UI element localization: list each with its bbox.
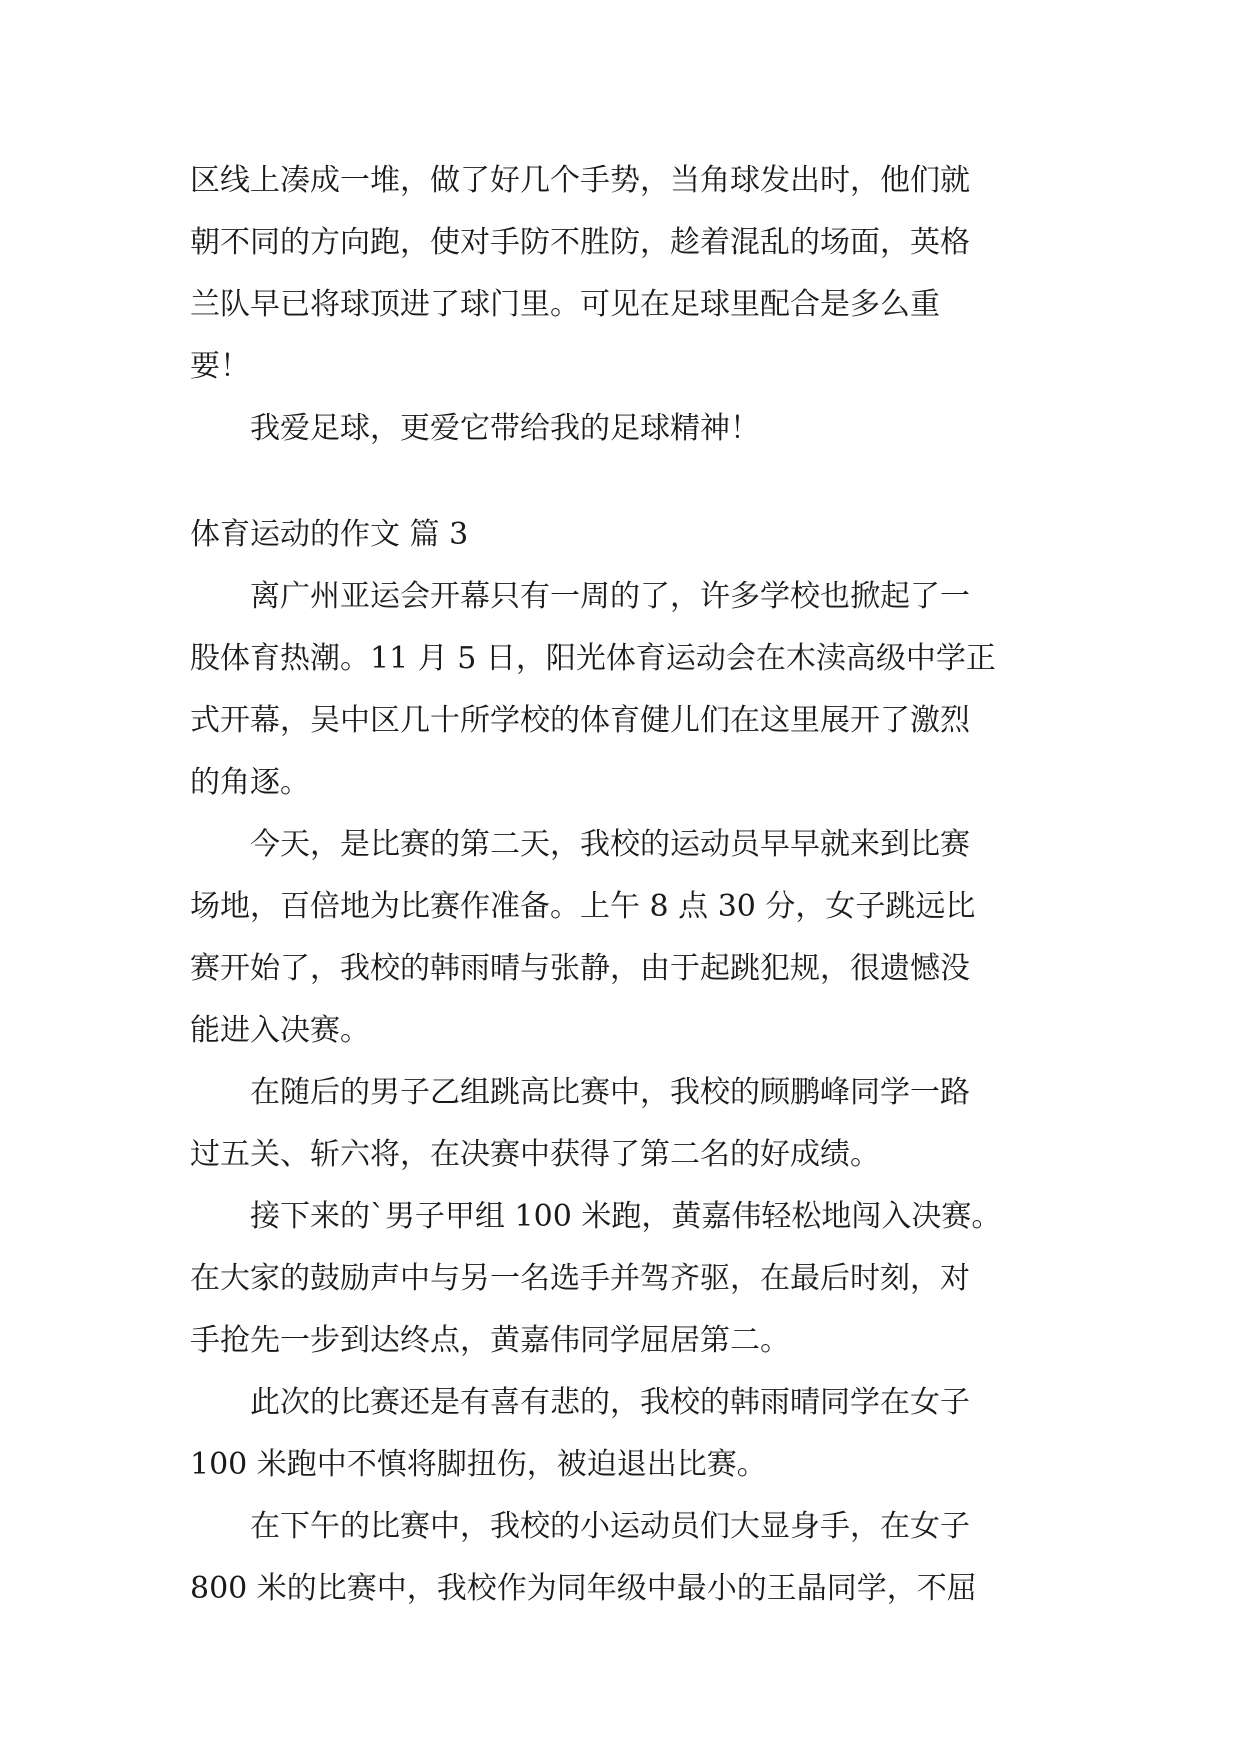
text-line: 在下午的比赛中，我校的小运动员们大显身手，在女子 — [250, 1509, 970, 1544]
text-line: 式开幕，吴中区几十所学校的体育健儿们在这里展开了激烈 — [190, 703, 970, 738]
document-page — [190, 150, 1070, 1620]
text-line: 场地，百倍地为比赛作准备。上午 8 点 30 分，女子跳远比 — [190, 889, 976, 924]
text-line: 我爱足球，更爱它带给我的足球精神！ — [250, 411, 760, 446]
paragraph — [190, 1496, 1070, 1620]
text-line: 能进入决赛。 — [190, 1013, 370, 1048]
paragraph — [190, 566, 1070, 814]
text-line: 朝不同的方向跑，使对手防不胜防，趁着混乱的场面，英格 — [190, 225, 970, 260]
text-line: 区线上凑成一堆，做了好几个手势，当角球发出时，他们就 — [190, 163, 970, 198]
text-line: 股体育热潮。11 月 5 日，阳光体育运动会在木渎高级中学正 — [190, 641, 996, 676]
paragraph-continued — [190, 150, 1070, 398]
text-line: 赛开始了，我校的韩雨晴与张静，由于起跳犯规，很遗憾没 — [190, 951, 970, 986]
text-line: 接下来的`男子甲组 100 米跑，黄嘉伟轻松地闯入决赛。 — [250, 1199, 1002, 1234]
text-line: 800 米的比赛中，我校作为同年级中最小的王晶同学，不屈 — [190, 1571, 977, 1606]
paragraph — [190, 814, 1070, 1062]
text-line: 过五关、斩六将，在决赛中获得了第二名的好成绩。 — [190, 1137, 880, 1172]
text-line: 此次的比赛还是有喜有悲的，我校的韩雨晴同学在女子 — [250, 1385, 970, 1420]
text-line: 在随后的男子乙组跳高比赛中，我校的顾鹏峰同学一路 — [250, 1075, 970, 1110]
paragraph — [190, 1062, 1070, 1186]
text-line: 要！ — [190, 349, 250, 384]
text-line: 今天，是比赛的第二天，我校的运动员早早就来到比赛 — [250, 827, 970, 862]
text-line: 的角逐。 — [190, 765, 310, 800]
text-line: 兰队早已将球顶进了球门里。可见在足球里配合是多么重 — [190, 287, 940, 322]
text-line: 在大家的鼓励声中与另一名选手并驾齐驱，在最后时刻，对 — [190, 1261, 970, 1296]
paragraph — [190, 1186, 1070, 1372]
text-line: 离广州亚运会开幕只有一周的了，许多学校也掀起了一 — [250, 579, 970, 614]
text-line: 100 米跑中不慎将脚扭伤，被迫退出比赛。 — [190, 1447, 767, 1482]
section-heading: 体育运动的作文 篇 3 — [190, 517, 469, 552]
text-line: 手抢先一步到达终点，黄嘉伟同学屈居第二。 — [190, 1323, 790, 1358]
paragraph — [190, 1372, 1070, 1496]
paragraph — [190, 398, 1070, 460]
